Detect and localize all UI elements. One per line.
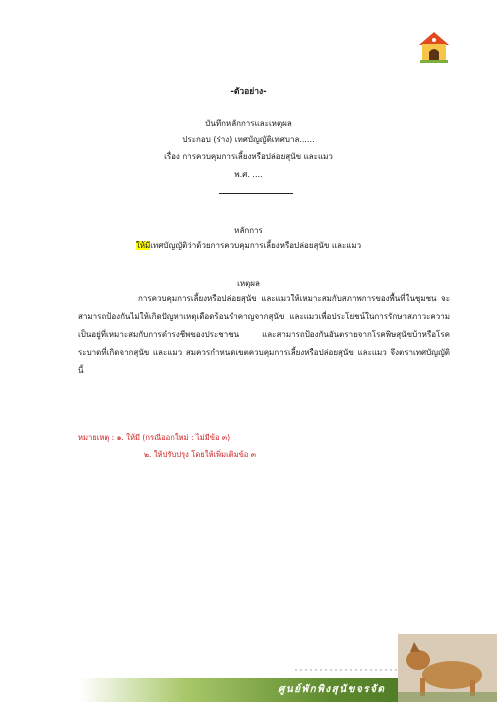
principle-heading: หลักการ (234, 226, 263, 235)
memo-subject-line: ประกอบ (ร่าง) เทศบัญญัติเทศบาล...... (182, 135, 315, 144)
principle-text (0, 240, 497, 252)
principle-body: เทศบัญญัติว่าด้วยการควบคุมการเลี้ยงหรือปล่อยสุนัข และแมว (150, 241, 362, 250)
dog-house-icon (417, 30, 451, 64)
reason-heading: เหตุผล (237, 279, 260, 288)
highlighted-text: ให้มี (135, 241, 151, 250)
document-title: -ตัวอย่าง- (230, 87, 267, 97)
footer-banner (0, 630, 497, 702)
remark-line-2: ๒. ให้ปรับปรุง โดยให้เพิ่มเติมข้อ ๓ (144, 450, 256, 459)
memo-heading: บันทึกหลักการและเหตุผล (205, 119, 292, 128)
memo-year-line: พ.ศ. .... (234, 170, 263, 179)
reason-paragraph (78, 290, 450, 380)
memo-topic-line: เรื่อง การควบคุมการเลี้ยงหรือปล่อยสุนัข และแมว (164, 152, 333, 161)
title-divider (219, 193, 293, 194)
reason-body: การควบคุมการเลี้ยงหรือปล่อยสุนัข และแมวให้เหมาะสมกับสภาพการของพื้นที่ในชุมชน จะสามารถป้องกันไม่ให้เกิดปัญหาเหตุเดือดร้อนรำคาญจากสุนัข และแมวเพื่อประโยชน์ในการรักษาสภาวะความเป็นอยู่ที่เหมาะสมกับการดำรงชีพของประชาชน และสามารถป้องกันอันตรายจากโรคพิษสุนัขบ้าหรือโรคระบาดที่เกิดจากสุนัข และแมว สมควรกำหนดเขตควบคุมการเลี้ยงหรือปล่อยสุนัข และแมว จึงตราเทศบัญญัตินี้ (78, 294, 450, 375)
remark-line-1: หมายเหตุ : ๑. ให้มี (กรณีออกใหม่ : ไม่มีข้อ ๓) (78, 433, 231, 442)
dog-photo (398, 634, 497, 702)
footer-title: ศูนย์พักพิงสุนัขจรจัด (278, 684, 386, 695)
